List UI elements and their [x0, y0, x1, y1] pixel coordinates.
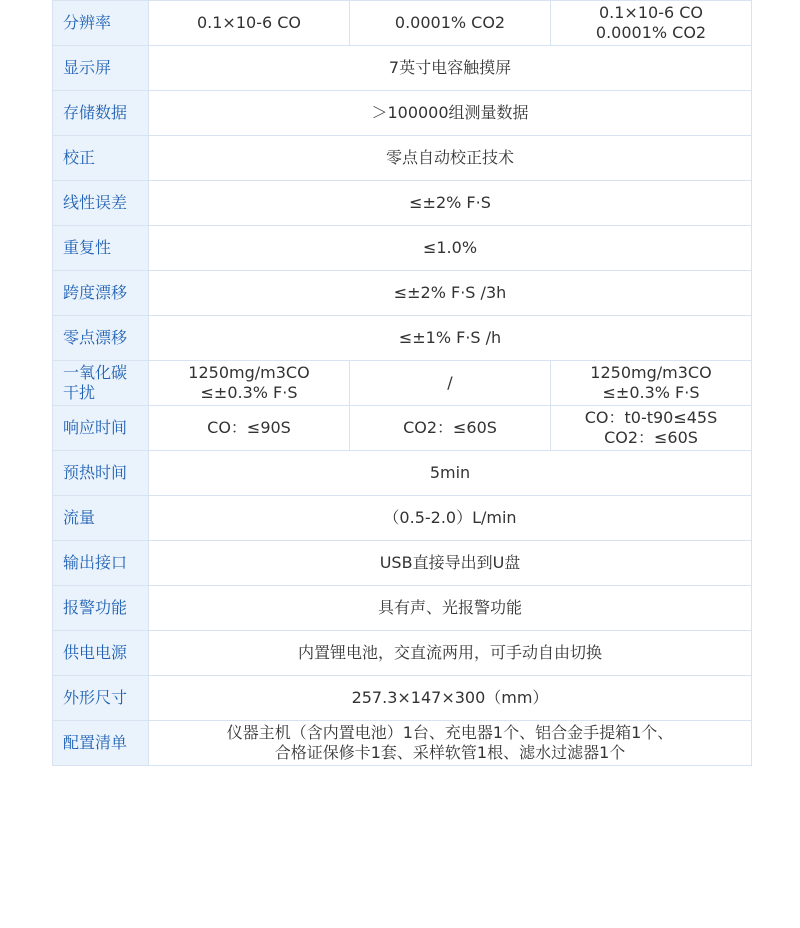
- spec-row: [53, 541, 752, 586]
- spec-value: CO2：≤60S: [350, 406, 551, 451]
- spec-value: 具有声、光报警功能: [149, 586, 752, 631]
- spec-value: 1250mg/m3CO ≤±0.3% F·S: [551, 361, 752, 406]
- spec-row: [53, 451, 752, 496]
- spec-table: [52, 0, 752, 766]
- spec-value: 内置锂电池，交直流两用，可手动自由切换: [149, 631, 752, 676]
- spec-value: 5min: [149, 451, 752, 496]
- spec-label: 外形尺寸: [53, 676, 149, 721]
- spec-value: 零点自动校正技术: [149, 136, 752, 181]
- spec-value: 0.1×10-6 CO: [149, 1, 350, 46]
- spec-label: 报警功能: [53, 586, 149, 631]
- spec-row: [53, 1, 752, 46]
- spec-row: [53, 91, 752, 136]
- spec-row: [53, 586, 752, 631]
- spec-value: USB直接导出到U盘: [149, 541, 752, 586]
- spec-value: ≤±2% F·S: [149, 181, 752, 226]
- spec-label: 线性误差: [53, 181, 149, 226]
- spec-table-body: [53, 1, 752, 766]
- spec-label: 配置清单: [53, 721, 149, 766]
- spec-value: 257.3×147×300（mm）: [149, 676, 752, 721]
- spec-label: 一氧化碳 干扰: [53, 361, 149, 406]
- spec-row: [53, 631, 752, 676]
- spec-row: [53, 136, 752, 181]
- spec-label: 流量: [53, 496, 149, 541]
- spec-row: [53, 181, 752, 226]
- spec-value: （0.5-2.0）L/min: [149, 496, 752, 541]
- spec-row: [53, 496, 752, 541]
- spec-label: 零点漂移: [53, 316, 149, 361]
- spec-row: [53, 46, 752, 91]
- spec-row: [53, 406, 752, 451]
- spec-label: 供电电源: [53, 631, 149, 676]
- spec-table-container: [52, 0, 751, 766]
- spec-value: ≤1.0%: [149, 226, 752, 271]
- spec-row: [53, 316, 752, 361]
- spec-row: [53, 721, 752, 766]
- spec-value: ＞100000组测量数据: [149, 91, 752, 136]
- spec-value: 1250mg/m3CO ≤±0.3% F·S: [149, 361, 350, 406]
- spec-value: ≤±1% F·S /h: [149, 316, 752, 361]
- spec-label: 重复性: [53, 226, 149, 271]
- spec-row: [53, 676, 752, 721]
- spec-value: ≤±2% F·S /3h: [149, 271, 752, 316]
- spec-label: 存储数据: [53, 91, 149, 136]
- spec-label: 响应时间: [53, 406, 149, 451]
- spec-value: 仪器主机（含内置电池）1台、充电器1个、铝合金手提箱1个、 合格证保修卡1套、采样软管1根、滤水过滤器1个: [149, 721, 752, 766]
- spec-value: CO：t0-t90≤45S CO2：≤60S: [551, 406, 752, 451]
- spec-label: 跨度漂移: [53, 271, 149, 316]
- spec-label: 输出接口: [53, 541, 149, 586]
- spec-row: [53, 361, 752, 406]
- spec-label: 校正: [53, 136, 149, 181]
- spec-row: [53, 271, 752, 316]
- spec-label: 预热时间: [53, 451, 149, 496]
- spec-label: 显示屏: [53, 46, 149, 91]
- spec-label: 分辨率: [53, 1, 149, 46]
- spec-value: 0.1×10-6 CO 0.0001% CO2: [551, 1, 752, 46]
- spec-value: /: [350, 361, 551, 406]
- spec-value: CO：≤90S: [149, 406, 350, 451]
- spec-row: [53, 226, 752, 271]
- spec-value: 7英寸电容触摸屏: [149, 46, 752, 91]
- spec-value: 0.0001% CO2: [350, 1, 551, 46]
